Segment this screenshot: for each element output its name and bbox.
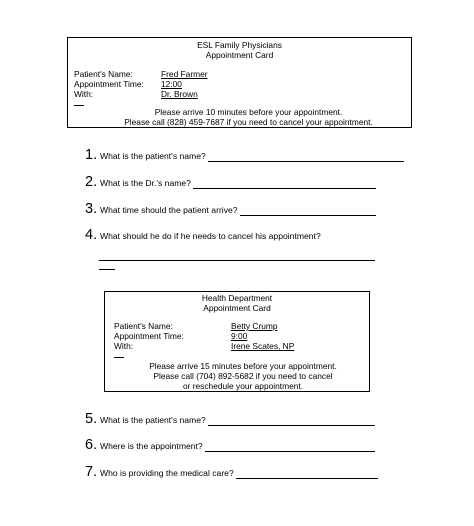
- with-label: With:: [74, 89, 94, 99]
- arrival-note: Please arrive 10 minutes before your appointment.: [154, 107, 343, 117]
- arrival-note: Please arrive 15 minutes before your appointment.: [149, 361, 337, 371]
- answer-blank[interactable]: [208, 425, 375, 426]
- with-value: Irene Scates, NP: [231, 341, 295, 351]
- answer-blank[interactable]: [205, 451, 375, 452]
- question-text: What is the Dr.'s name?: [100, 178, 191, 188]
- question-number: 6.: [85, 437, 98, 453]
- patient-name-value: Betty Crump: [231, 321, 278, 331]
- patient-name-label: Patient's Name:: [74, 69, 133, 79]
- appointment-card-esl: [67, 37, 412, 128]
- question-6: [85, 437, 375, 453]
- question-number: 1.: [85, 147, 98, 163]
- answer-blank[interactable]: [99, 260, 375, 261]
- appointment-card-health-dept: [104, 291, 370, 392]
- reschedule-note: or reschedule your appointment.: [182, 381, 304, 391]
- answer-blank-short[interactable]: [99, 269, 115, 270]
- card-org-name: Health Department: [201, 293, 273, 303]
- question-number: 5.: [85, 411, 98, 427]
- question-number: 7.: [85, 464, 98, 480]
- card-title: Appointment Card: [203, 303, 271, 313]
- with-label: With:: [114, 341, 134, 351]
- with-value: Dr. Brown: [161, 89, 198, 99]
- answer-blank[interactable]: [240, 215, 376, 216]
- answer-blank[interactable]: [193, 188, 376, 189]
- appointment-time-value: 9:00: [231, 331, 248, 341]
- question-text: Where is the appointment?: [100, 441, 203, 451]
- cancel-note: Please call (828) 459-7687 if you need to cancel your appointment.: [124, 117, 373, 127]
- question-text: What should he do if he needs to cancel his appointment?: [100, 231, 321, 241]
- question-7: [85, 464, 378, 480]
- question-text: Who is providing the medical care?: [100, 468, 234, 478]
- question-5: [85, 411, 375, 427]
- card-org-name: ESL Family Physicians: [197, 40, 282, 50]
- appointment-time-label: Appointment Time:: [114, 331, 184, 341]
- appointment-time-value: 12:00: [161, 79, 182, 89]
- question-number: 2.: [85, 174, 98, 190]
- cancel-note: Please call (704) 892-5682 if you need to cancel: [153, 371, 333, 381]
- blank-dash: [74, 105, 84, 106]
- question-text: What is the patient's name?: [100, 151, 206, 161]
- appointment-time-label: Appointment Time:: [74, 79, 144, 89]
- patient-name-value: Fred Farmer: [161, 69, 208, 79]
- answer-blank[interactable]: [236, 478, 378, 479]
- question-text: What is the patient's name?: [100, 415, 206, 425]
- question-text: What time should the patient arrive?: [100, 205, 238, 215]
- blank-dash: [114, 357, 124, 358]
- question-4: [85, 227, 321, 243]
- answer-blank[interactable]: [208, 161, 404, 162]
- card-title: Appointment Card: [205, 50, 274, 60]
- question-number: 3.: [85, 201, 98, 217]
- question-3: [85, 201, 376, 217]
- question-1: [85, 147, 404, 163]
- patient-name-label: Patient's Name:: [114, 321, 173, 331]
- question-2: [85, 174, 376, 190]
- question-number: 4.: [85, 227, 98, 243]
